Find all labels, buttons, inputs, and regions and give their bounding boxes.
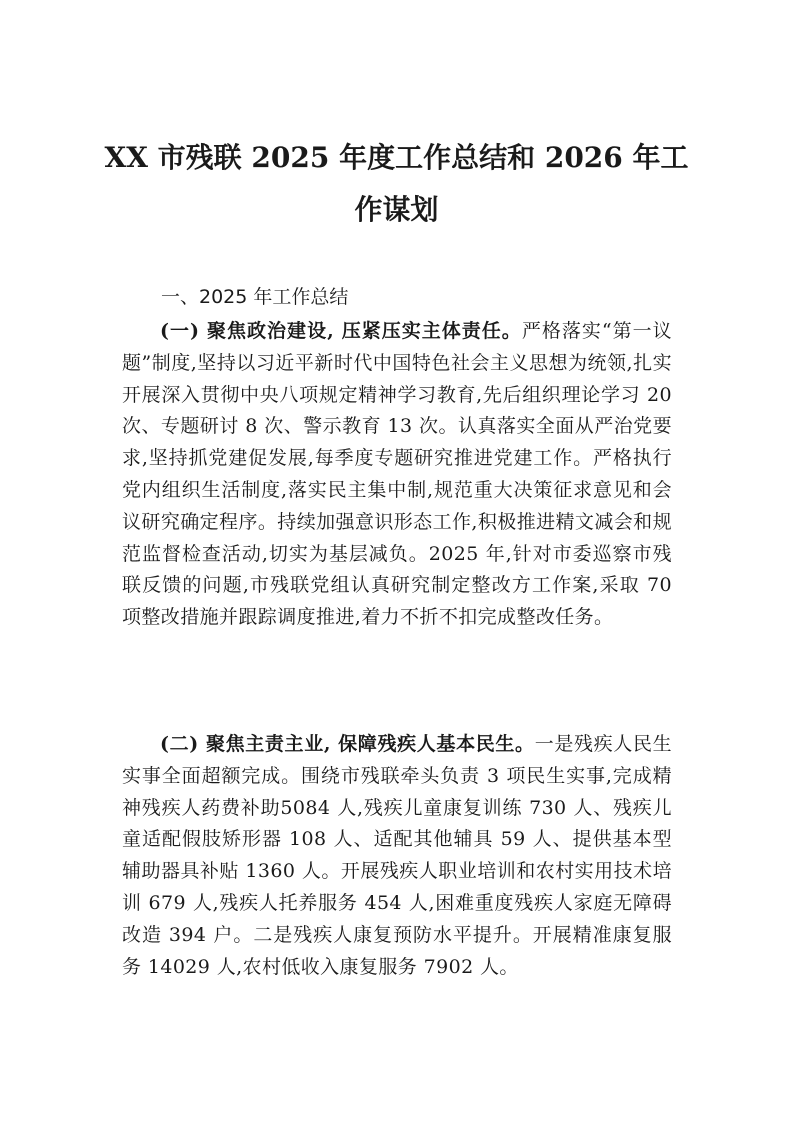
paragraph-main-responsibilities: [122, 729, 672, 983]
paragraph-political-construction: [122, 316, 672, 634]
paragraph-body: 严格落实“第一议题”制度,坚持以习近平新时代中国特色社会主义思想为统领,扎实开展深入贯彻中央八项规定精神学习教育,先后组织理论学习 20 次、专题研讨 8 次、警示教育 13 次。认真落实全面从严治党要求,坚持抓党建促发展,每季度专题研究推进党建工作。严格执行党内组织生活制度,落实民主集中制,规范重大决策征求意见和会议研究确定程序。持续加强意识形态工作,积极推进精文减会和规范监督检查活动,切实为基层减负。2025 年,针对市委巡察市残联反馈的问题,市残联党组认真研究制定整改方工作案,采取 70 项整改措施并跟踪调度推进,着力不折不扣完成整改任务。: [122, 320, 672, 629]
paragraph-body: 一是残疾人民生实事全面超额完成。围绕市残联牵头负责 3 项民生实事,完成精神残疾人药费补助5084 人,残疾儿童康复训练 730 人、残疾儿童适配假肢矫形器 108 人、适配其他辅具 59 人、提供基本型辅助器具补贴 1360 人。开展残疾人职业培训和农村实用技术培训 679 人,残疾人托养服务 454 人,困难重度残疾人家庭无障碍改造 394 户。二是残疾人康复预防水平提升。开展精准康复服务 14029 人,农村低收入康复服务 7902 人。: [122, 733, 673, 978]
document-title: XX 市残联 2025 年度工作总结和 2026 年工作谋划: [104, 141, 689, 226]
paragraph-lead: (一) 聚焦政治建设, 压紧压实主体责任。: [160, 320, 522, 342]
section-heading-2025-summary: 一、2025 年工作总结: [161, 286, 349, 308]
paragraph-lead: (二) 聚焦主责主业, 保障残疾人基本民生。: [160, 733, 535, 755]
